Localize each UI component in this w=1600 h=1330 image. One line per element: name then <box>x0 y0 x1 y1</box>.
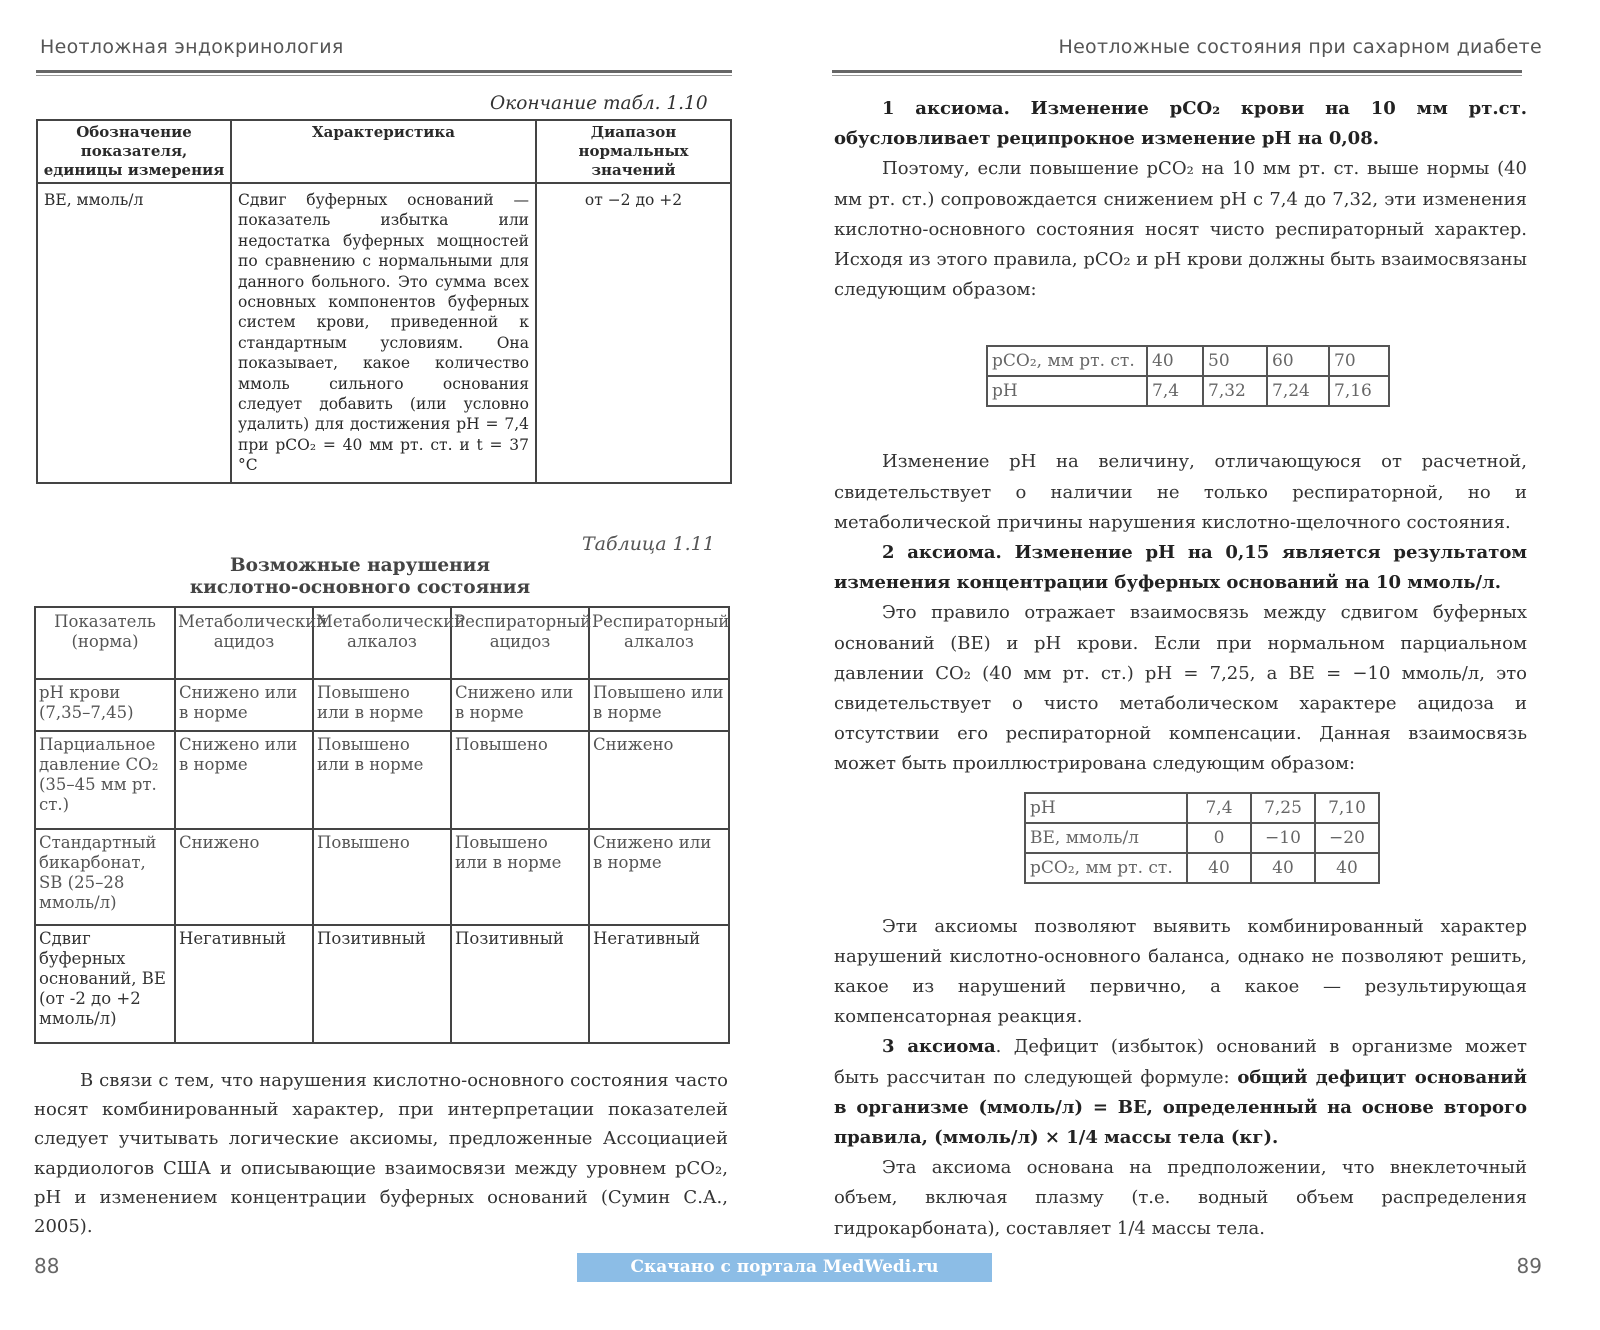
table-cell: 40 <box>1315 853 1379 883</box>
row-label: pCO₂, мм рт. ст. <box>1025 853 1187 883</box>
table-cell: 40 <box>1147 346 1203 376</box>
table-cell: 40 <box>1251 853 1315 883</box>
table-cell: 0 <box>1187 823 1251 853</box>
table-cell: от −2 до +2 <box>536 183 731 483</box>
table-cell: Позитивный <box>313 925 451 1043</box>
table-row <box>35 731 729 829</box>
axiom-2: 2 аксиома. Изменение pH на 0,15 является результатом изменения концентрации буферных оснований на 10 ммоль/л. <box>834 542 1527 594</box>
table-cell: 7,10 <box>1315 793 1379 823</box>
table-cell: BE, ммоль/л <box>37 183 231 483</box>
table-row <box>987 346 1389 376</box>
table-cell: pH крови (7,35–7,45) <box>35 679 175 731</box>
table-cell: 7,24 <box>1267 376 1329 406</box>
ph-be-table <box>1024 792 1380 884</box>
table-cell: Повышено или в норме <box>451 829 589 925</box>
pco2-ph-table <box>986 345 1390 407</box>
table-cell: Негативный <box>589 925 729 1043</box>
table-row <box>35 829 729 925</box>
table-title <box>160 555 560 599</box>
table-cell: Повышено или в норме <box>589 679 729 731</box>
page-number: 88 <box>34 1254 60 1278</box>
table-cell: Снижено или в норме <box>589 829 729 925</box>
table-row <box>35 679 729 731</box>
table-cell: Снижено или в норме <box>175 731 313 829</box>
table-row <box>1025 793 1379 823</box>
axiom-1: 1 аксиома. Изменение pCO₂ крови на 10 мм рт.ст. обусловливает реципрокное изменение pH на 0,08. <box>834 98 1527 150</box>
axiom-3-label: 3 аксиома <box>882 1036 996 1058</box>
table-row <box>35 925 729 1043</box>
left-page <box>0 0 790 1330</box>
table-cell: Повышено <box>451 731 589 829</box>
table-cell: 7,25 <box>1251 793 1315 823</box>
table-cell: 70 <box>1329 346 1389 376</box>
table-cell: Негативный <box>175 925 313 1043</box>
table-cell: 7,32 <box>1203 376 1267 406</box>
table-row <box>1025 823 1379 853</box>
header-rule <box>832 70 1522 76</box>
table-row <box>37 183 731 483</box>
table-cell: Повышено или в норме <box>313 731 451 829</box>
paragraph-text: В связи с тем, что нарушения кислотно-основного состояния часто носят комбинированный характер, при интерпретации показателей следует учитывать логические аксиомы, предложенные Ассоциацией кардиологов США и описывающие взаимосвязи между уровнем pCO₂, pH и изменением концентрации буферных оснований (Сумин С.А., 2005). <box>34 1070 728 1238</box>
table-cell: 7,4 <box>1187 793 1251 823</box>
body-paragraph: Изменение pH на величину, отличающуюся от расчетной, свидетельствует о наличии не только респираторной, но и метаболической причины нарушения кислотно-щелочного состояния. <box>834 451 1527 533</box>
table-1-10 <box>36 119 732 484</box>
table-cell: −20 <box>1315 823 1379 853</box>
table-cell: Снижено или в норме <box>451 679 589 731</box>
header-rule <box>36 70 732 76</box>
page-body <box>834 94 1527 1244</box>
page-number: 89 <box>1516 1254 1542 1278</box>
row-label: BE, ммоль/л <box>1025 823 1187 853</box>
running-head: Неотложные состояния при сахарном диабете <box>1058 36 1542 58</box>
table-cell: 7,16 <box>1329 376 1389 406</box>
table-header-row <box>37 120 731 183</box>
row-label: pH <box>987 376 1147 406</box>
body-paragraph: Это правило отражает взаимосвязь между сдвигом буферных оснований (BE) и pH крови. Если при нормальном парциальном давлении CO₂ (40 мм рт. ст.) pH = 7,25, а BE = −10 ммоль/л, это свидетельствует о чисто метаболическом характере ацидоза и отсутствии его респираторной компенсации. Данная взаимосвязь может быть проиллюстрирована следующим образом: <box>834 602 1527 775</box>
table-caption: Таблица 1.11 <box>582 533 715 555</box>
table-cell: −10 <box>1251 823 1315 853</box>
table-cell: Сдвиг буферных оснований, BE (от -2 до +2 ммоль/л) <box>35 925 175 1043</box>
column-header: Метаболический ацидоз <box>175 607 313 679</box>
column-header: Респираторный алкалоз <box>589 607 729 679</box>
body-paragraph <box>34 1066 728 1241</box>
row-label: pH <box>1025 793 1187 823</box>
table-caption: Окончание табл. 1.10 <box>490 93 708 114</box>
table-cell: Повышено или в норме <box>313 679 451 731</box>
column-header: Диапазон нормальных значений <box>536 120 731 183</box>
table-cell: Снижено <box>175 829 313 925</box>
running-head: Неотложная эндокринология <box>40 36 344 58</box>
table-row <box>987 376 1389 406</box>
table-cell: Снижено или в норме <box>175 679 313 731</box>
column-header: Респираторный ацидоз <box>451 607 589 679</box>
table-cell: Повышено <box>313 829 451 925</box>
row-label: pCO₂, мм рт. ст. <box>987 346 1147 376</box>
column-header: Метаболический алкалоз <box>313 607 451 679</box>
table-cell: 50 <box>1203 346 1267 376</box>
table-row <box>1025 853 1379 883</box>
body-paragraph: Поэтому, если повышение pCO₂ на 10 мм рт. ст. выше нормы (40 мм рт. ст.) сопровождается снижением pH с 7,4 до 7,32, эти изменения кислотно-основного состояния носят чисто респираторный характер. Исходя из этого правила, pCO₂ и pH крови должны быть взаимосвязаны следующим образом: <box>834 158 1527 301</box>
table-cell: 60 <box>1267 346 1329 376</box>
table-title-line: кислотно-основного состояния <box>189 577 531 598</box>
table-cell: 40 <box>1187 853 1251 883</box>
table-cell: Позитивный <box>451 925 589 1043</box>
column-header: Обозначение показателя, единицы измерения <box>37 120 231 183</box>
column-header: Характеристика <box>231 120 536 183</box>
table-cell: 7,4 <box>1147 376 1203 406</box>
right-page <box>800 0 1600 1330</box>
column-header: Показатель (норма) <box>35 607 175 679</box>
table-1-11 <box>34 606 730 1044</box>
table-title-line: Возможные нарушения <box>229 555 491 576</box>
table-cell: Парциальное давление CO₂ (35–45 мм рт. ст.) <box>35 731 175 829</box>
table-header-row <box>35 607 729 679</box>
body-paragraph: Эта аксиома основана на предположении, что внеклеточный объем, включая плазму (т.е. водный объем распределения гидрокарбоната), составляет 1/4 массы тела. <box>834 1157 1527 1239</box>
body-paragraph: Эти аксиомы позволяют выявить комбинированный характер нарушений кислотно-основного баланса, однако не позволяют решить, какое из нарушений первично, а какое — результирующая компенсаторная реакция. <box>834 915 1527 1028</box>
watermark-banner: Скачано с портала MedWedi.ru <box>577 1253 992 1282</box>
table-cell: Снижено <box>589 731 729 829</box>
table-cell: Стандартный бикарбонат, SB (25–28 ммоль/л) <box>35 829 175 925</box>
axiom-3 <box>834 1032 1527 1153</box>
axiom-3-formula: общий дефицит оснований в организме (ммоль/л) = BE, определенный на основе второго правила, (ммоль/л) × 1/4 массы тела (кг). <box>834 1066 1528 1149</box>
axiom-3-text: . Дефицит (избыток) оснований в организме может быть рассчитан по следующей формуле: <box>834 1036 1527 1088</box>
table-cell: Сдвиг буферных оснований — показатель избытка или недостатка буферных мощностей по сравнению с нормальными для данного больного. Это сумма всех основных компонентов буферных систем крови, приведенной к стандартным условиям. Она показывает, какое количество ммоль сильного основания следует добавить (или условно удалить) для достижения pH = 7,4 при pCO₂ = 40 мм рт. ст. и t = 37 °C <box>231 183 536 483</box>
